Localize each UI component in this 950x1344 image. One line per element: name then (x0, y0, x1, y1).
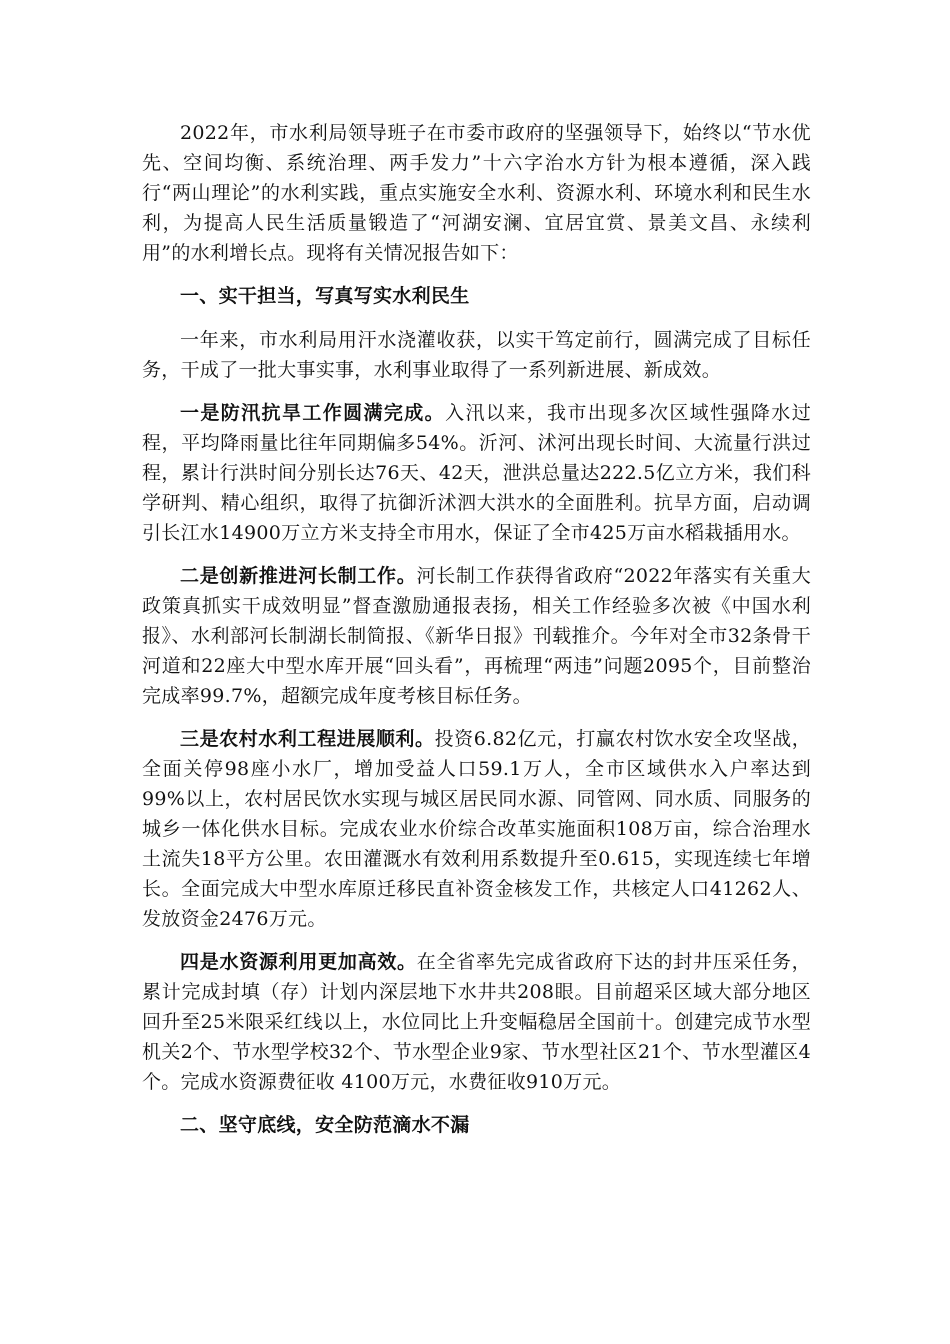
item-2-paragraph (142, 561, 811, 711)
item-4-lead: 四是水资源利用更加高效。 (180, 951, 417, 973)
section-1-heading: 一、实干担当，写真写实水利民生 (180, 285, 470, 307)
item-2-text: 河长制工作获得省政府“2022年落实有关重大政策真抓实干成效明显”督查激励通报表扬，相关工作经验多次被《中国水利报》、水利部河长制湖长制简报、《新华日报》刊载推介。今年对全市32条骨干河道和22座大中型水库开展“回头看”，再梳理“两违”问题2095个，目前整治完成率99.7%，超额完成年度考核目标任务。 (142, 565, 811, 707)
section-1-intro-paragraph: 一年来，市水利局用汗水浇灌收获，以实干笃定前行，圆满完成了目标任务，干成了一批大事实事，水利事业取得了一系列新进展、新成效。 (142, 329, 811, 381)
item-1-paragraph (142, 398, 811, 548)
item-3-text: 投资6.82亿元，打赢农村饮水安全攻坚战，全面关停98座小水厂，增加受益人口59.1万人，全市区域供水入户率达到99%以上，农村居民饮水实现与城区居民同水源、同管网、同水质、同服务的城乡一体化供水目标。完成农业水价综合改革实施面积108万亩，综合治理水土流失18平方公里。农田灌溉水有效利用系数提升至0.615，实现连续七年增长。全面完成大中型水库原迁移民直补资金核发工作，共核定人口41262人、发放资金2476万元。 (142, 728, 811, 930)
item-2-lead: 二是创新推进河长制工作。 (180, 565, 417, 587)
section-2-heading: 二、坚守底线，安全防范滴水不漏 (180, 1114, 470, 1136)
item-4-text: 在全省率先完成省政府下达的封井压采任务，累计完成封填（存）计划内深层地下水井共208眼。目前超采区域大部分地区回升至25米限采红线以上，水位同比上升变幅稳居全国前十。创建完成节水型机关2个、节水型学校32个、节水型企业9家、节水型社区21个、节水型灌区4个。完成水资源费征收 4100万元，水费征收910万元。 (142, 951, 811, 1093)
item-3-lead: 三是农村水利工程进展顺利。 (180, 728, 435, 750)
item-4-paragraph (142, 947, 811, 1097)
item-3-paragraph (142, 724, 811, 934)
item-1-lead: 一是防汛抗旱工作圆满完成。 (180, 402, 446, 424)
intro-paragraph: 2022年，市水利局领导班子在市委市政府的坚强领导下，始终以“节水优先、空间均衡、系统治理、两手发力”十六字治水方针为根本遵循，深入践行“两山理论”的水利实践，重点实施安全水利、资源水利、环境水利和民生水利，为提高人民生活质量锻造了“河湖安澜、宜居宜赏、景美文昌、永续利用”的水利增长点。现将有关情况报告如下： (142, 122, 811, 264)
item-1-text: 入汛以来，我市出现多次区域性强降水过程，平均降雨量比往年同期偏多54%。沂河、沭河出现长时间、大流量行洪过程，累计行洪时间分别长达76天、42天，泄洪总量达222.5亿立方米，我们科学研判、精心组织，取得了抗御沂沭泗大洪水的全面胜利。抗旱方面，启动调引长江水14900万立方米支持全市用水，保证了全市425万亩水稻栽插用水。 (142, 402, 812, 544)
